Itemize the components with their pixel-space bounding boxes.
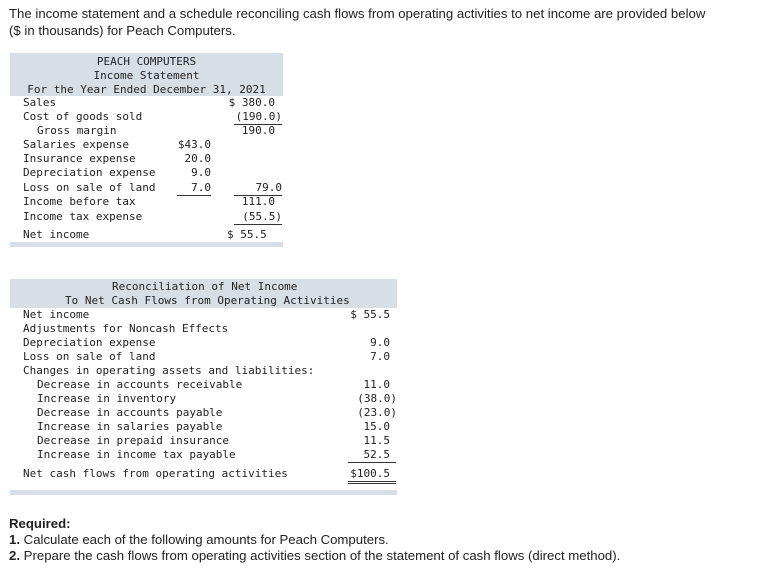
reconciliation-title-2: To Net Cash Flows from Operating Activities: [65, 294, 350, 307]
income-statement-footer-band: [10, 242, 283, 247]
required-item-1: 1. Calculate each of the following amounts for Peach Computers.: [9, 532, 389, 547]
is-row-salaries: Salaries expense $43.0: [23, 138, 211, 151]
statement-period: For the Year Ended December 31, 2021: [27, 83, 266, 96]
is-row-income-before-tax: Income before tax 111.0: [23, 195, 275, 208]
required-section: [9, 516, 765, 564]
required-item-2: 2. Prepare the cash flows from operating activities section of the statement of cash flows (direct method).: [9, 548, 621, 563]
reconciliation-title-1: Reconciliation of Net Income: [112, 280, 298, 293]
intro-line-1: The income statement and a schedule reconciling cash flows from operating activities to net income are provided below: [9, 6, 706, 21]
reconciliation-footer-band: [10, 490, 397, 495]
rc-row-depreciation: Depreciation expense 9.0: [23, 336, 390, 349]
required-heading: Required:: [9, 516, 71, 531]
intro-text: [9, 5, 765, 39]
rc-row-accounts-receivable: Decrease in accounts receivable 11.0: [37, 378, 390, 391]
rc-row-income-tax-payable: Increase in income tax payable 52.5: [10, 448, 397, 462]
is-row-depreciation: Depreciation expense 9.0: [23, 166, 211, 179]
rc-row-accounts-payable: Decrease in accounts payable (23.0): [37, 406, 397, 419]
is-row-insurance: Insurance expense 20.0: [23, 152, 211, 165]
rc-row-adjustments-heading: Adjustments for Noncash Effects: [23, 322, 229, 335]
rc-row-inventory: Increase in inventory (38.0): [37, 392, 397, 405]
rc-row-net-cash-flows: Net cash flows from operating activities $100.5: [10, 467, 397, 481]
is-row-net-income: Net income $ 55.5: [10, 228, 283, 242]
intro-line-2: ($ in thousands) for Peach Computers.: [9, 23, 236, 38]
is-row-sales: Sales $ 380.0: [23, 96, 275, 109]
reconciliation-header: [10, 279, 397, 308]
rc-row-changes-heading: Changes in operating assets and liabilities:: [23, 364, 315, 377]
statement-title: Income Statement: [93, 69, 200, 82]
income-statement-table: [10, 53, 283, 245]
is-row-gross-margin: Gross margin 190.0: [37, 124, 275, 137]
income-statement-header: [10, 53, 283, 96]
rc-row-net-income: Net income $ 55.5: [23, 308, 390, 321]
company-name: PEACH COMPUTERS: [96, 55, 197, 68]
reconciliation-table: [10, 279, 397, 495]
is-row-income-tax: Income tax expense (55.5): [23, 210, 282, 223]
rc-row-prepaid-insurance: Decrease in prepaid insurance 11.5: [37, 434, 390, 447]
is-row-loss-on-land: Loss on sale of land 7.0 79.0: [23, 181, 282, 194]
rc-row-loss-on-land: Loss on sale of land 7.0: [23, 350, 390, 363]
is-row-cogs: Cost of goods sold (190.0): [23, 110, 282, 123]
rc-row-salaries-payable: Increase in salaries payable 15.0: [37, 420, 390, 433]
